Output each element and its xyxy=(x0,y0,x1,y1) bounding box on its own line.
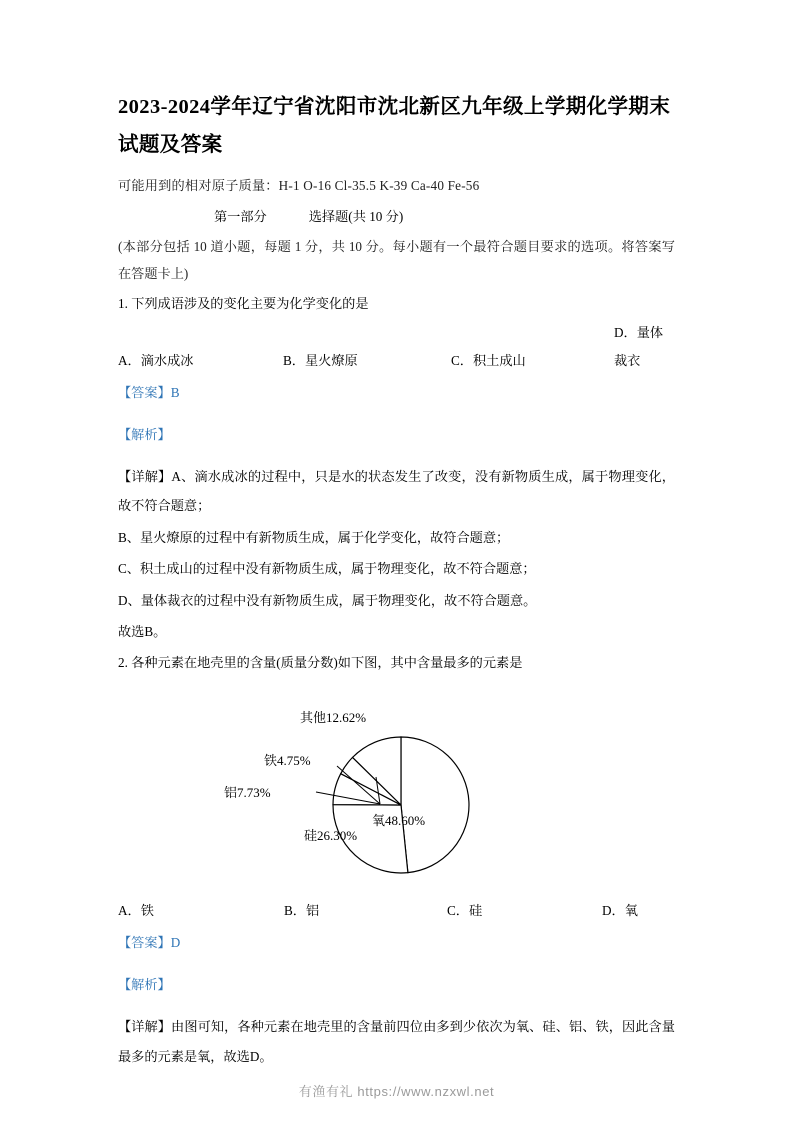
pie-label-oxygen: 氧48.60% xyxy=(372,812,426,828)
pie-label-silicon: 硅26.30% xyxy=(304,827,358,843)
question-1-explanation-line-2: B、星火燎原的过程中有新物质生成，属于化学变化，故符合题意； xyxy=(118,529,510,545)
pie-label-iron: 铁4.75% xyxy=(264,752,311,768)
question-2-answer xyxy=(118,928,675,957)
question-1-text: 下列成语涉及的变化主要为化学变化的是 xyxy=(131,295,369,311)
question-1-explanation-line-4: D、量体裁衣的过程中没有新物质生成，属于物理变化，故不符合题意。 xyxy=(118,592,537,608)
question-2-stem xyxy=(118,649,675,677)
question-2-option-d: D．氧 xyxy=(602,902,638,918)
part-label: 第一部分 xyxy=(214,208,267,224)
part-header xyxy=(118,202,675,231)
question-1-answer xyxy=(118,378,675,407)
earth-crust-pie-chart xyxy=(118,683,675,895)
question-1-option-b: B．星火燎原 xyxy=(283,352,358,368)
atomic-mass-line: 可能用到的相对原子质量：H-1 O-16 Cl-35.5 K-39 Ca-40 Fe-56 xyxy=(118,178,480,193)
question-2-analysis-label: 【解析】 xyxy=(118,977,171,993)
pie-slices xyxy=(333,737,469,873)
question-1-analysis-label: 【解析】 xyxy=(118,426,171,442)
question-2-number: 2. xyxy=(118,654,128,670)
part-type-label: 选择题(共 10 分) xyxy=(308,208,404,224)
pie-label-aluminum: 铝7.73% xyxy=(224,784,271,800)
question-2-option-c: C．硅 xyxy=(447,902,483,918)
question-1-option-a: A．滴水成冰 xyxy=(118,352,194,368)
question-2-explanation-line-1: 【详解】由图可知，各种元素在地壳里的含量前四位由多到少依次为氧、硅、铝、铁，因此含量最多的元素是氧，故选D。 xyxy=(118,1019,675,1064)
pie-slice-oxygen xyxy=(401,737,469,873)
question-2-option-a: A．铁 xyxy=(118,902,154,918)
answer-label: 【答案】 xyxy=(118,384,171,400)
answer-value: B xyxy=(170,384,180,400)
question-1-stem xyxy=(118,290,675,318)
question-2-text: 各种元素在地壳里的含量(质量分数)如下图，其中含量最多的元素是 xyxy=(131,654,523,670)
question-1-explanation-line-1: 【详解】A、滴水成冰的过程中，只是水的状态发生了改变，没有新物质生成，属于物理变化，故不符合题意； xyxy=(118,468,675,514)
question-1-option-d: D．量体裁衣 xyxy=(614,324,664,368)
question-1-explanation-line-3: C、积土成山的过程中没有新物质生成，属于物理变化，故不符合题意； xyxy=(118,561,536,577)
question-1-explanation-line-5: 故选B。 xyxy=(118,624,167,640)
answer-value: D xyxy=(170,934,181,950)
footer-watermark: 有渔有礼 https://www.nzxwl.net xyxy=(298,1084,495,1099)
instructions: (本部分包括 10 道小题，每题 1 分，共 10 分。每小题有一个最符合题目要求的选项。将答案写在答题卡上) xyxy=(118,238,675,281)
question-1-option-c: C．积土成山 xyxy=(451,352,526,368)
page-title: 2023-2024学年辽宁省沈阳市沈北新区九年级上学期化学期末试题及答案 xyxy=(118,96,671,156)
question-1-number: 1. xyxy=(118,295,128,311)
question-1-options xyxy=(118,319,675,375)
pie-chart-svg xyxy=(196,685,616,890)
pie-label-other: 其他12.62% xyxy=(300,709,367,725)
answer-label: 【答案】 xyxy=(118,934,171,950)
question-2-option-b: B．铝 xyxy=(284,902,320,918)
question-2-options xyxy=(118,897,675,925)
